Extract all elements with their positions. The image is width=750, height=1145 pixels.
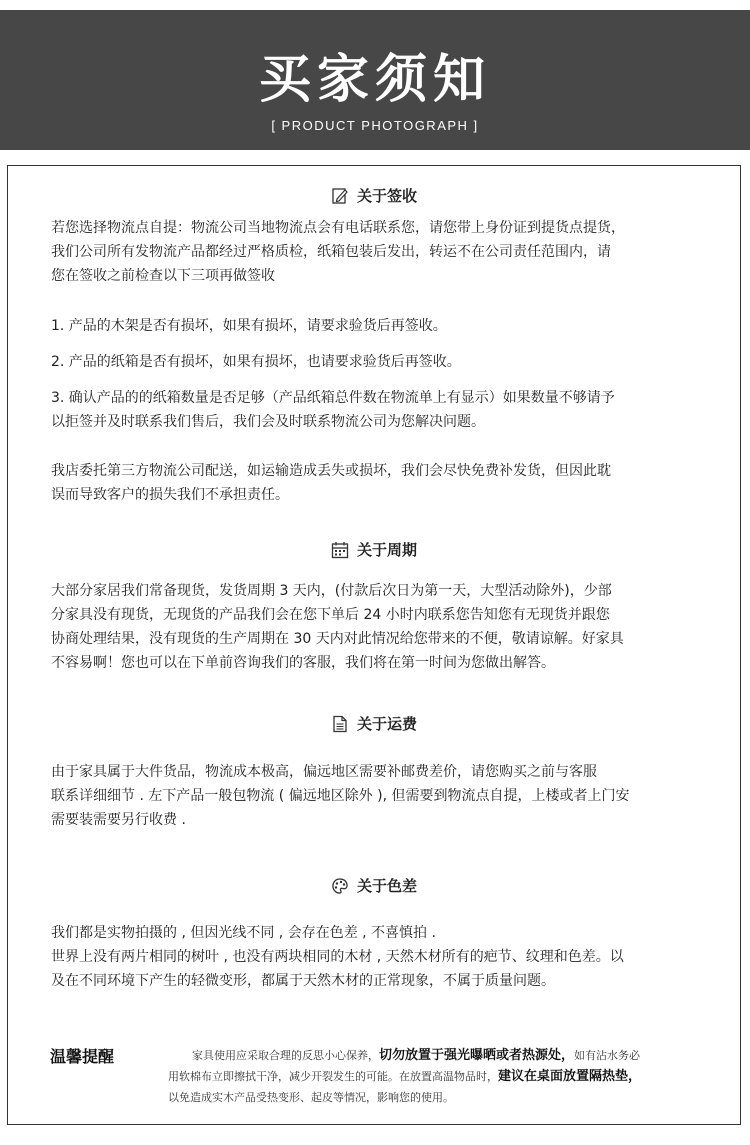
tips-text [168,1045,708,1108]
header-banner [0,10,750,150]
tips-title: 温馨提醒 [50,1047,115,1066]
signing-icon [331,187,349,205]
section-shipping-title: 关于运费 [356,715,417,733]
section-color-title: 关于色差 [356,877,417,895]
palette-icon [331,877,349,895]
tips-line-1 [168,1045,708,1066]
calendar-icon [331,541,349,559]
shipping-text: 由于家具属于大件货品，物流成本极高，偏远地区需要补邮费差价，请您购买之前与客服 联系详细细节 . 左下产品一般包物流 ( 偏远地区除外 ), 但需要到物流点自提，上楼或者上门安 需要装需要另行收费 . [51,764,630,828]
sign-item-2: 2. 产品的纸箱是否有损坏，如果有损坏，也请要求验货后再签收。 [51,354,461,370]
tips-line-1-c: 如有沾水务必 [574,1049,641,1062]
section-cycle-title: 关于周期 [356,541,417,559]
color-text: 我们都是实物拍摄的 , 但因光线不同 , 会存在色差 , 不喜慎拍 . 世界上没有两片相同的树叶 , 也没有两块相同的木材 , 天然木材所有的疤节、纹理和色差。以 及在不同环境下产生的轻微变形，都属于天然木材的正常现象，不属于质量问题。 [51,925,624,989]
section-sign-heading [8,186,740,206]
section-color-heading [8,876,740,896]
tips-line-3: 以免造成实木产品受热变形、起皮等情况，影响您的使用。 [168,1091,454,1104]
section-sign-title: 关于签收 [356,187,417,205]
section-cycle-heading [8,540,740,560]
tips-line-2 [168,1066,708,1087]
page-title: 买家须知 [258,50,491,110]
notice-box [7,165,741,1125]
cycle-text: 大部分家居我们常备现货，发货周期 3 天内，(付款后次日为第一天，大型活动除外)，少部 分家具没有现货，无现货的产品我们会在您下单后 24 小时内联系您告知您有无现货并跟您 协商处理结果，没有现货的生产周期在 30 天内对此情况给您带来的不便，敬请谅解。好家具 不容易啊！您也可以在下单前咨询我们的客服，我们将在第一时间为您做出解答。 [51,583,624,671]
sign-item-3: 3. 确认产品的的纸箱数量是否足够（产品纸箱总件数在物流单上有显示）如果数量不够请予 以拒签并及时联系我们售后，我们会及时联系物流公司为您解决问题。 [51,390,615,430]
document-icon [331,715,349,733]
sign-note: 我店委托第三方物流公司配送，如运输造成丢失或损坏，我们会尽快免费补发货，但因此耽 误而导致客户的损失我们不承担责任。 [51,463,611,503]
section-shipping-heading [8,714,740,734]
tips-line-2-a: 用软棉布立即擦拭干净，减少开裂发生的可能。在放置高温物品时， [168,1070,498,1083]
sign-intro: 若您选择物流点自提：物流公司当地物流点会有电话联系您，请您带上身份证到提货点提货， 我们公司所有发物流产品都经过严格质检，纸箱包装后发出，转运不在公司责任范围内，请 您在签收之前检查以下三项再做签收 [51,220,625,284]
sign-item-1: 1. 产品的木架是否有损坏，如果有损坏，请要求验货后再签收。 [51,318,447,334]
tips-line-1-a: 家具使用应采取合理的反思小心保养， [192,1049,379,1062]
tips-line-1-bold: 切勿放置于强光曝晒或者热源处， [379,1048,575,1063]
tips-line-2-bold: 建议在桌面放置隔热垫， [498,1069,642,1084]
page-subtitle: [ PRODUCT PHOTOGRAPH ] [271,118,479,133]
